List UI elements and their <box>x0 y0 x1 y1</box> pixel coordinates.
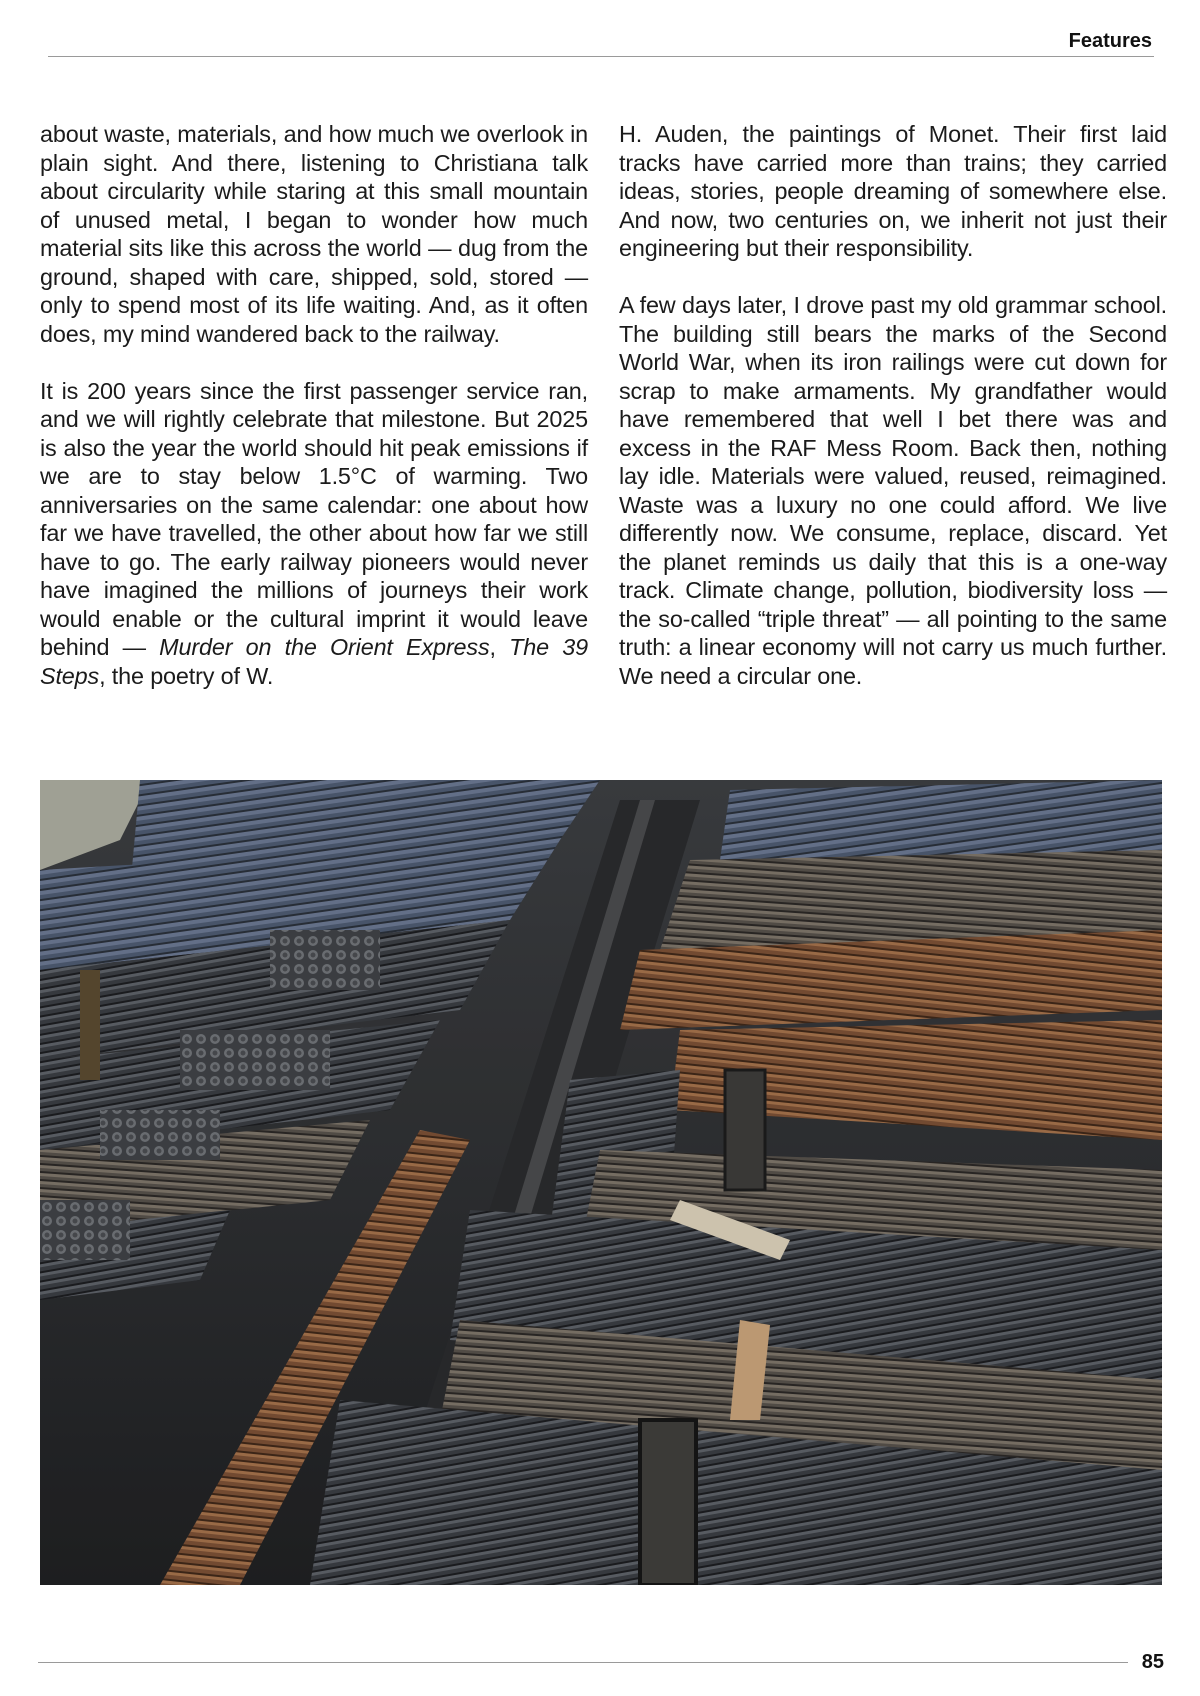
article-column-left <box>40 120 588 690</box>
paragraph: A few days later, I drove past my old grammar school. The building still bears the marks of the Second World War, when its iron railings were cut down for scrap to make armaments. My grandfather would have remembered that well I bet there was and excess in the RAF Mess Room. Back then, nothing lay idle. Materials were valued, reused, reimagined. Waste was a luxury no one could afford. We live differently now. We consume, replace, discard. Yet the planet reminds us daily that this is a one-way track. Climate change, pollution, biodiversity loss — the so-called “triple threat” — all pointing to the same truth: a linear economy will not carry us much further. We need a circular one. <box>619 292 1167 689</box>
book-title: The 39 Steps <box>40 634 589 689</box>
warehouse-steel-bars-photo <box>40 780 1162 1585</box>
paragraph: about waste, materials, and how much we overlook in plain sight. And there, listening to Christiana talk about circularity while staring at this small mountain of unused metal, I began to wonder how much material sits like this across the world — dug from the ground, shaped with care, shipped, sold, stored — only to spend most of its life waiting. And, as it often does, my mind wandered back to the railway. <box>40 121 588 347</box>
paragraph-text: It is 200 years since the first passenger service ran, and we will rightly celebrate that milestone. But 2025 is also the year the world should hit peak emissions if we are to stay below 1.5°C of warming. Two anniversaries on the same calendar: one about how far we have travelled, the other about how far we still have to go. The early railway pioneers would never have imagined the millions of journeys their work would enable or the cultural imprint it would leave behind — <box>40 377 588 660</box>
section-label: Features <box>1068 30 1152 52</box>
book-title: Murder on the Orient Express <box>159 634 490 660</box>
header-rule <box>48 56 1154 57</box>
photo-illustration <box>40 780 1162 1585</box>
paragraph-text: , the poetry of W. <box>99 662 274 689</box>
paragraph: H. Auden, the paintings of Monet. Their first laid tracks have carried more than trains; they carried ideas, stories, people dreaming of somewhere else. And now, two centuries on, we inherit not just their engineering but their responsibility. <box>619 121 1167 261</box>
paragraph <box>40 377 588 691</box>
footer-rule <box>38 1662 1128 1663</box>
article-column-right <box>619 120 1167 690</box>
page-number: 85 <box>1141 1651 1164 1673</box>
paragraph-text: , <box>489 634 510 660</box>
